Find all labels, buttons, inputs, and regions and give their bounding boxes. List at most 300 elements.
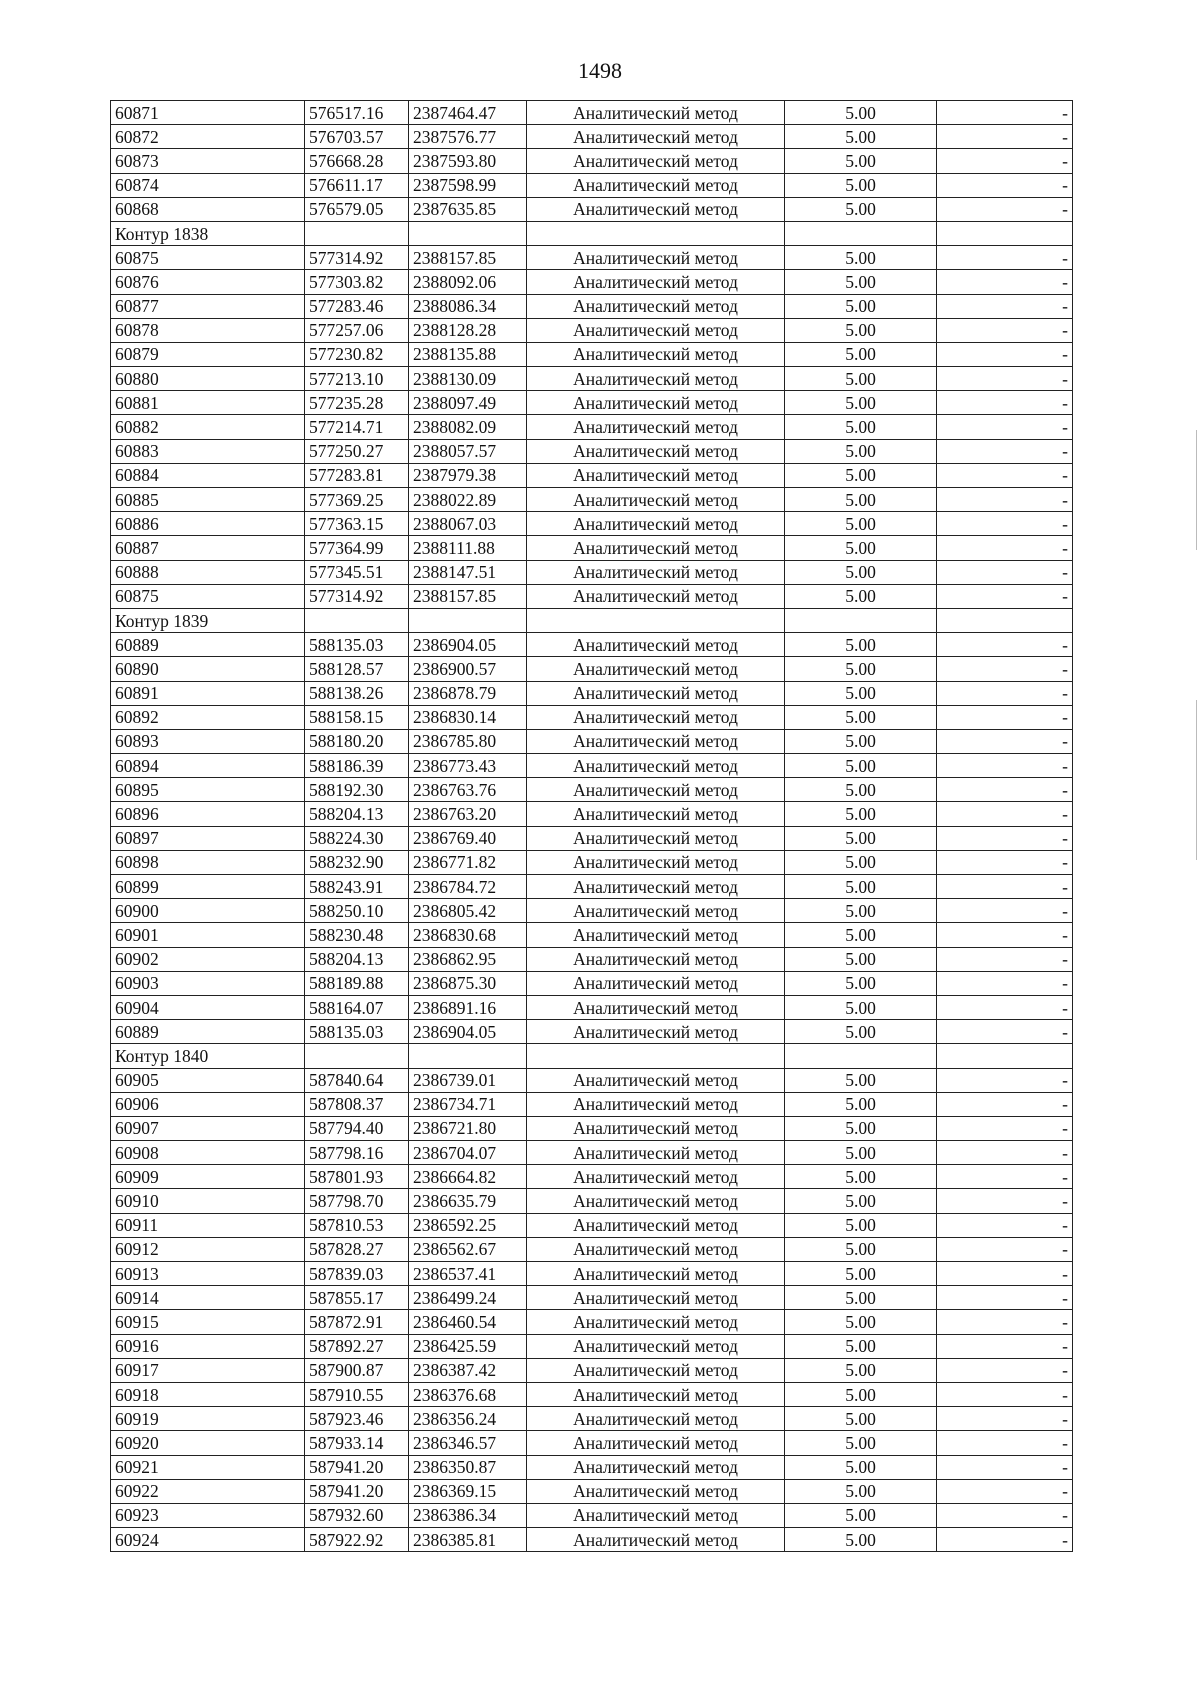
accuracy-cell: 5.00: [785, 681, 937, 705]
table-row: [111, 995, 1073, 1019]
point-number-cell: 60885: [111, 488, 305, 512]
empty-cell: [937, 608, 1073, 632]
extra-cell: -: [937, 1262, 1073, 1286]
scan-edge-mark: [1196, 430, 1197, 550]
y-coordinate-cell: 2388082.09: [409, 415, 527, 439]
method-cell: Аналитический метод: [527, 584, 785, 608]
accuracy-cell: 5.00: [785, 270, 937, 294]
point-number-cell: 60915: [111, 1310, 305, 1334]
method-cell: Аналитический метод: [527, 923, 785, 947]
x-coordinate-cell: 577363.15: [305, 512, 409, 536]
y-coordinate-cell: 2386460.54: [409, 1310, 527, 1334]
method-cell: Аналитический метод: [527, 512, 785, 536]
empty-cell: [527, 608, 785, 632]
accuracy-cell: 5.00: [785, 826, 937, 850]
point-number-cell: 60900: [111, 899, 305, 923]
method-cell: Аналитический метод: [527, 1407, 785, 1431]
table-row: [111, 633, 1073, 657]
table-row: [111, 463, 1073, 487]
x-coordinate-cell: 587900.87: [305, 1358, 409, 1382]
empty-cell: [785, 608, 937, 632]
accuracy-cell: 5.00: [785, 947, 937, 971]
point-number-cell: 60907: [111, 1116, 305, 1140]
table-row: [111, 681, 1073, 705]
method-cell: Аналитический метод: [527, 125, 785, 149]
accuracy-cell: 5.00: [785, 439, 937, 463]
accuracy-cell: 5.00: [785, 899, 937, 923]
x-coordinate-cell: 587910.55: [305, 1382, 409, 1406]
point-number-cell: 60890: [111, 657, 305, 681]
accuracy-cell: 5.00: [785, 488, 937, 512]
point-number-cell: 60893: [111, 729, 305, 753]
x-coordinate-cell: 588128.57: [305, 657, 409, 681]
y-coordinate-cell: 2386562.67: [409, 1237, 527, 1261]
point-number-cell: 60914: [111, 1286, 305, 1310]
extra-cell: -: [937, 947, 1073, 971]
contour-label: Контур 1840: [111, 1044, 305, 1068]
extra-cell: -: [937, 342, 1073, 366]
accuracy-cell: 5.00: [785, 1455, 937, 1479]
table-row: [111, 923, 1073, 947]
method-cell: Аналитический метод: [527, 342, 785, 366]
table-row: [111, 826, 1073, 850]
point-number-cell: 60886: [111, 512, 305, 536]
x-coordinate-cell: 577345.51: [305, 560, 409, 584]
x-coordinate-cell: 588138.26: [305, 681, 409, 705]
point-number-cell: 60880: [111, 367, 305, 391]
method-cell: Аналитический метод: [527, 1262, 785, 1286]
x-coordinate-cell: 588158.15: [305, 705, 409, 729]
method-cell: Аналитический метод: [527, 1092, 785, 1116]
x-coordinate-cell: 588135.03: [305, 1020, 409, 1044]
y-coordinate-cell: 2386785.80: [409, 729, 527, 753]
accuracy-cell: 5.00: [785, 995, 937, 1019]
point-number-cell: 60916: [111, 1334, 305, 1358]
table-row: [111, 342, 1073, 366]
method-cell: Аналитический метод: [527, 173, 785, 197]
method-cell: Аналитический метод: [527, 101, 785, 125]
accuracy-cell: 5.00: [785, 778, 937, 802]
point-number-cell: 60899: [111, 875, 305, 899]
accuracy-cell: 5.00: [785, 971, 937, 995]
point-number-cell: 60924: [111, 1528, 305, 1552]
x-coordinate-cell: 588135.03: [305, 633, 409, 657]
method-cell: Аналитический метод: [527, 754, 785, 778]
point-number-cell: 60903: [111, 971, 305, 995]
method-cell: Аналитический метод: [527, 995, 785, 1019]
accuracy-cell: 5.00: [785, 1189, 937, 1213]
method-cell: Аналитический метод: [527, 778, 785, 802]
y-coordinate-cell: 2386350.87: [409, 1455, 527, 1479]
accuracy-cell: 5.00: [785, 391, 937, 415]
point-number-cell: 60889: [111, 1020, 305, 1044]
extra-cell: -: [937, 246, 1073, 270]
extra-cell: -: [937, 294, 1073, 318]
point-number-cell: 60874: [111, 173, 305, 197]
point-number-cell: 60884: [111, 463, 305, 487]
table-row: [111, 318, 1073, 342]
x-coordinate-cell: 577214.71: [305, 415, 409, 439]
point-number-cell: 60881: [111, 391, 305, 415]
method-cell: Аналитический метод: [527, 1479, 785, 1503]
point-number-cell: 60894: [111, 754, 305, 778]
point-number-cell: 60875: [111, 246, 305, 270]
point-number-cell: 60906: [111, 1092, 305, 1116]
extra-cell: -: [937, 1116, 1073, 1140]
table-row: [111, 1334, 1073, 1358]
table-row: [111, 802, 1073, 826]
method-cell: Аналитический метод: [527, 657, 785, 681]
empty-cell: [785, 1044, 937, 1068]
x-coordinate-cell: 577369.25: [305, 488, 409, 512]
y-coordinate-cell: 2388092.06: [409, 270, 527, 294]
y-coordinate-cell: 2386385.81: [409, 1528, 527, 1552]
y-coordinate-cell: 2386891.16: [409, 995, 527, 1019]
x-coordinate-cell: 577283.46: [305, 294, 409, 318]
accuracy-cell: 5.00: [785, 705, 937, 729]
x-coordinate-cell: 588180.20: [305, 729, 409, 753]
point-number-cell: 60908: [111, 1141, 305, 1165]
point-number-cell: 60873: [111, 149, 305, 173]
extra-cell: -: [937, 826, 1073, 850]
extra-cell: -: [937, 1479, 1073, 1503]
point-number-cell: 60876: [111, 270, 305, 294]
point-number-cell: 60905: [111, 1068, 305, 1092]
x-coordinate-cell: 588189.88: [305, 971, 409, 995]
y-coordinate-cell: 2388128.28: [409, 318, 527, 342]
table-row: [111, 512, 1073, 536]
method-cell: Аналитический метод: [527, 367, 785, 391]
y-coordinate-cell: 2386425.59: [409, 1334, 527, 1358]
y-coordinate-cell: 2386875.30: [409, 971, 527, 995]
extra-cell: -: [937, 536, 1073, 560]
extra-cell: -: [937, 149, 1073, 173]
method-cell: Аналитический метод: [527, 899, 785, 923]
extra-cell: -: [937, 415, 1073, 439]
accuracy-cell: 5.00: [785, 197, 937, 221]
method-cell: Аналитический метод: [527, 1382, 785, 1406]
x-coordinate-cell: 587808.37: [305, 1092, 409, 1116]
table-row: [111, 149, 1073, 173]
x-coordinate-cell: 576703.57: [305, 125, 409, 149]
empty-cell: [937, 1044, 1073, 1068]
table-row: [111, 391, 1073, 415]
extra-cell: -: [937, 1141, 1073, 1165]
method-cell: Аналитический метод: [527, 971, 785, 995]
point-number-cell: 60877: [111, 294, 305, 318]
y-coordinate-cell: 2388022.89: [409, 488, 527, 512]
x-coordinate-cell: 587798.70: [305, 1189, 409, 1213]
point-number-cell: 60910: [111, 1189, 305, 1213]
y-coordinate-cell: 2386830.68: [409, 923, 527, 947]
extra-cell: -: [937, 1286, 1073, 1310]
y-coordinate-cell: 2388111.88: [409, 536, 527, 560]
x-coordinate-cell: 577250.27: [305, 439, 409, 463]
y-coordinate-cell: 2386878.79: [409, 681, 527, 705]
extra-cell: -: [937, 1528, 1073, 1552]
accuracy-cell: 5.00: [785, 754, 937, 778]
y-coordinate-cell: 2386739.01: [409, 1068, 527, 1092]
extra-cell: -: [937, 270, 1073, 294]
y-coordinate-cell: 2386664.82: [409, 1165, 527, 1189]
method-cell: Аналитический метод: [527, 246, 785, 270]
extra-cell: -: [937, 1020, 1073, 1044]
y-coordinate-cell: 2388086.34: [409, 294, 527, 318]
extra-cell: -: [937, 318, 1073, 342]
point-number-cell: 60913: [111, 1262, 305, 1286]
accuracy-cell: 5.00: [785, 1503, 937, 1527]
accuracy-cell: 5.00: [785, 318, 937, 342]
x-coordinate-cell: 587855.17: [305, 1286, 409, 1310]
point-number-cell: 60891: [111, 681, 305, 705]
extra-cell: -: [937, 1165, 1073, 1189]
method-cell: Аналитический метод: [527, 294, 785, 318]
y-coordinate-cell: 2386805.42: [409, 899, 527, 923]
x-coordinate-cell: 577283.81: [305, 463, 409, 487]
x-coordinate-cell: 587810.53: [305, 1213, 409, 1237]
x-coordinate-cell: 588164.07: [305, 995, 409, 1019]
table-row: [111, 850, 1073, 874]
accuracy-cell: 5.00: [785, 1334, 937, 1358]
y-coordinate-cell: 2387464.47: [409, 101, 527, 125]
page-number: 1498: [578, 58, 622, 83]
table-row: [111, 1116, 1073, 1140]
x-coordinate-cell: 587801.93: [305, 1165, 409, 1189]
method-cell: Аналитический метод: [527, 802, 785, 826]
accuracy-cell: 5.00: [785, 536, 937, 560]
method-cell: Аналитический метод: [527, 633, 785, 657]
table-row: [111, 778, 1073, 802]
method-cell: Аналитический метод: [527, 1020, 785, 1044]
y-coordinate-cell: 2386704.07: [409, 1141, 527, 1165]
x-coordinate-cell: 587941.20: [305, 1479, 409, 1503]
y-coordinate-cell: 2386904.05: [409, 633, 527, 657]
x-coordinate-cell: 587840.64: [305, 1068, 409, 1092]
empty-cell: [937, 221, 1073, 245]
accuracy-cell: 5.00: [785, 125, 937, 149]
table-row: [111, 415, 1073, 439]
table-row: [111, 1407, 1073, 1431]
extra-cell: -: [937, 850, 1073, 874]
accuracy-cell: 5.00: [785, 802, 937, 826]
y-coordinate-cell: 2387635.85: [409, 197, 527, 221]
x-coordinate-cell: 576517.16: [305, 101, 409, 125]
y-coordinate-cell: 2386773.43: [409, 754, 527, 778]
point-number-cell: 60921: [111, 1455, 305, 1479]
contour-header-row: [111, 221, 1073, 245]
x-coordinate-cell: 577314.92: [305, 246, 409, 270]
method-cell: Аналитический метод: [527, 488, 785, 512]
accuracy-cell: 5.00: [785, 1165, 937, 1189]
method-cell: Аналитический метод: [527, 1237, 785, 1261]
table-row: [111, 488, 1073, 512]
accuracy-cell: 5.00: [785, 1213, 937, 1237]
coordinates-table: [110, 100, 1073, 1552]
table-row: [111, 1213, 1073, 1237]
table-row: [111, 536, 1073, 560]
accuracy-cell: 5.00: [785, 1237, 937, 1261]
extra-cell: -: [937, 560, 1073, 584]
scan-edge-mark: [1196, 700, 1197, 860]
table-row: [111, 1431, 1073, 1455]
table-row: [111, 1310, 1073, 1334]
accuracy-cell: 5.00: [785, 729, 937, 753]
y-coordinate-cell: 2386904.05: [409, 1020, 527, 1044]
y-coordinate-cell: 2388157.85: [409, 246, 527, 270]
method-cell: Аналитический метод: [527, 875, 785, 899]
extra-cell: -: [937, 705, 1073, 729]
table-row: [111, 947, 1073, 971]
empty-cell: [409, 221, 527, 245]
method-cell: Аналитический метод: [527, 270, 785, 294]
empty-cell: [785, 221, 937, 245]
x-coordinate-cell: 588243.91: [305, 875, 409, 899]
table-row: [111, 1286, 1073, 1310]
extra-cell: -: [937, 1407, 1073, 1431]
method-cell: Аналитический метод: [527, 560, 785, 584]
table-row: [111, 1092, 1073, 1116]
x-coordinate-cell: 587892.27: [305, 1334, 409, 1358]
accuracy-cell: 5.00: [785, 1528, 937, 1552]
extra-cell: -: [937, 1310, 1073, 1334]
x-coordinate-cell: 576579.05: [305, 197, 409, 221]
contour-header-row: [111, 608, 1073, 632]
y-coordinate-cell: 2386769.40: [409, 826, 527, 850]
table-row: [111, 125, 1073, 149]
x-coordinate-cell: 576611.17: [305, 173, 409, 197]
table-row: [111, 1262, 1073, 1286]
method-cell: Аналитический метод: [527, 149, 785, 173]
point-number-cell: 60871: [111, 101, 305, 125]
extra-cell: -: [937, 729, 1073, 753]
y-coordinate-cell: 2388135.88: [409, 342, 527, 366]
x-coordinate-cell: 587872.91: [305, 1310, 409, 1334]
extra-cell: -: [937, 1431, 1073, 1455]
method-cell: Аналитический метод: [527, 1116, 785, 1140]
table-row: [111, 101, 1073, 125]
table-row: [111, 1503, 1073, 1527]
x-coordinate-cell: 587794.40: [305, 1116, 409, 1140]
method-cell: Аналитический метод: [527, 1310, 785, 1334]
y-coordinate-cell: 2388097.49: [409, 391, 527, 415]
accuracy-cell: 5.00: [785, 149, 937, 173]
extra-cell: -: [937, 1382, 1073, 1406]
y-coordinate-cell: 2388130.09: [409, 367, 527, 391]
method-cell: Аналитический метод: [527, 415, 785, 439]
method-cell: Аналитический метод: [527, 1068, 785, 1092]
table-row: [111, 729, 1073, 753]
extra-cell: -: [937, 633, 1073, 657]
extra-cell: -: [937, 923, 1073, 947]
y-coordinate-cell: 2386763.20: [409, 802, 527, 826]
table-row: [111, 367, 1073, 391]
extra-cell: -: [937, 657, 1073, 681]
y-coordinate-cell: 2387576.77: [409, 125, 527, 149]
accuracy-cell: 5.00: [785, 1358, 937, 1382]
point-number-cell: 60917: [111, 1358, 305, 1382]
y-coordinate-cell: 2386862.95: [409, 947, 527, 971]
y-coordinate-cell: 2387979.38: [409, 463, 527, 487]
method-cell: Аналитический метод: [527, 1213, 785, 1237]
x-coordinate-cell: 587828.27: [305, 1237, 409, 1261]
method-cell: Аналитический метод: [527, 681, 785, 705]
extra-cell: -: [937, 391, 1073, 415]
accuracy-cell: 5.00: [785, 1068, 937, 1092]
extra-cell: -: [937, 173, 1073, 197]
y-coordinate-cell: 2386830.14: [409, 705, 527, 729]
method-cell: Аналитический метод: [527, 850, 785, 874]
y-coordinate-cell: 2386635.79: [409, 1189, 527, 1213]
table-row: [111, 439, 1073, 463]
x-coordinate-cell: 588224.30: [305, 826, 409, 850]
extra-cell: -: [937, 899, 1073, 923]
accuracy-cell: 5.00: [785, 1092, 937, 1116]
accuracy-cell: 5.00: [785, 875, 937, 899]
x-coordinate-cell: 577303.82: [305, 270, 409, 294]
y-coordinate-cell: 2386784.72: [409, 875, 527, 899]
x-coordinate-cell: 577213.10: [305, 367, 409, 391]
extra-cell: -: [937, 463, 1073, 487]
method-cell: Аналитический метод: [527, 1189, 785, 1213]
table-row: [111, 270, 1073, 294]
accuracy-cell: 5.00: [785, 294, 937, 318]
accuracy-cell: 5.00: [785, 1382, 937, 1406]
extra-cell: -: [937, 995, 1073, 1019]
accuracy-cell: 5.00: [785, 633, 937, 657]
point-number-cell: 60911: [111, 1213, 305, 1237]
table-row: [111, 1455, 1073, 1479]
y-coordinate-cell: 2387598.99: [409, 173, 527, 197]
point-number-cell: 60904: [111, 995, 305, 1019]
method-cell: Аналитический метод: [527, 1141, 785, 1165]
point-number-cell: 60919: [111, 1407, 305, 1431]
extra-cell: -: [937, 101, 1073, 125]
accuracy-cell: 5.00: [785, 657, 937, 681]
empty-cell: [305, 221, 409, 245]
contour-label: Контур 1838: [111, 221, 305, 245]
extra-cell: -: [937, 802, 1073, 826]
point-number-cell: 60889: [111, 633, 305, 657]
table-row: [111, 1358, 1073, 1382]
table-row: [111, 1528, 1073, 1552]
method-cell: Аналитический метод: [527, 947, 785, 971]
y-coordinate-cell: 2386387.42: [409, 1358, 527, 1382]
point-number-cell: 60882: [111, 415, 305, 439]
x-coordinate-cell: 577230.82: [305, 342, 409, 366]
table-row: [111, 1165, 1073, 1189]
table-row: [111, 899, 1073, 923]
extra-cell: -: [937, 1092, 1073, 1116]
extra-cell: -: [937, 1455, 1073, 1479]
point-number-cell: 60895: [111, 778, 305, 802]
point-number-cell: 60909: [111, 1165, 305, 1189]
table-row: [111, 294, 1073, 318]
table-row: [111, 1479, 1073, 1503]
point-number-cell: 60875: [111, 584, 305, 608]
x-coordinate-cell: 588250.10: [305, 899, 409, 923]
empty-cell: [527, 1044, 785, 1068]
extra-cell: -: [937, 1237, 1073, 1261]
y-coordinate-cell: 2386356.24: [409, 1407, 527, 1431]
table-row: [111, 1068, 1073, 1092]
table-row: [111, 246, 1073, 270]
table-row: [111, 1189, 1073, 1213]
table-row: [111, 657, 1073, 681]
point-number-cell: 60923: [111, 1503, 305, 1527]
y-coordinate-cell: 2386721.80: [409, 1116, 527, 1140]
point-number-cell: 60897: [111, 826, 305, 850]
table-row: [111, 197, 1073, 221]
